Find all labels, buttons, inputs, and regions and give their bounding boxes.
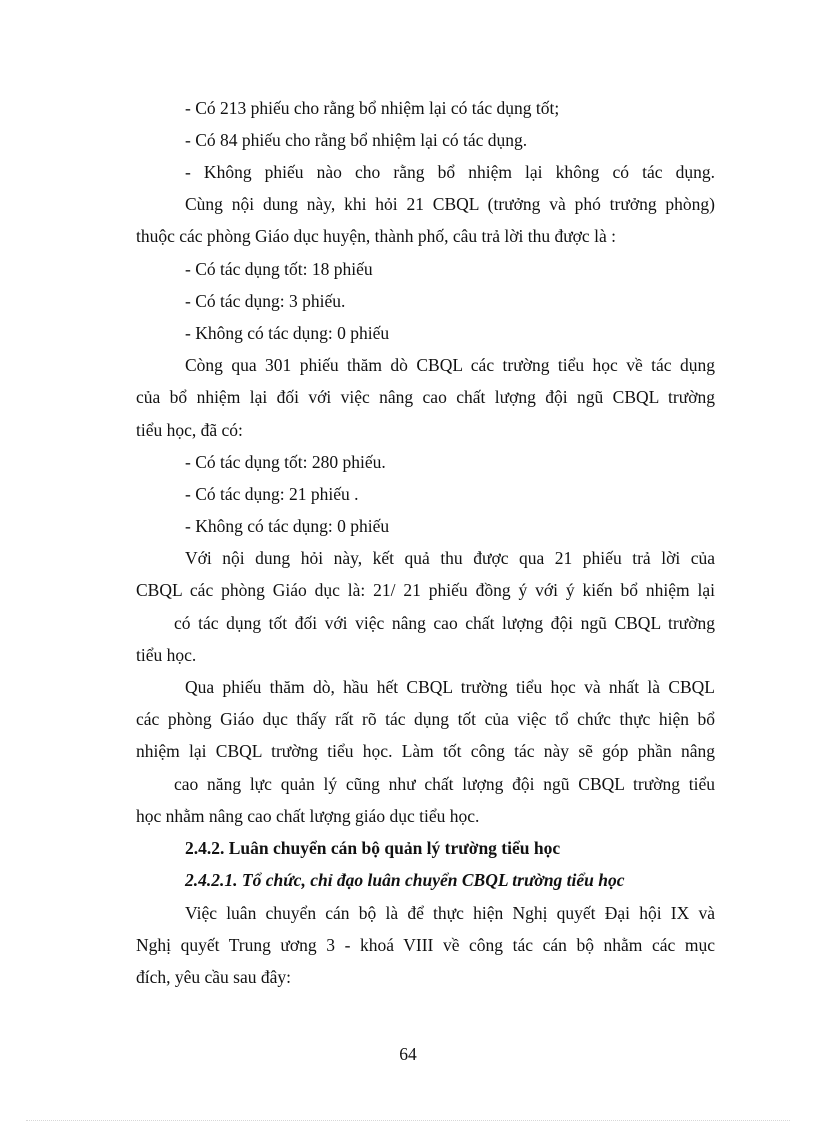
paragraph-line: Với nội dung hỏi này, kết quả thu được qua 21 phiếu trả lời của	[185, 548, 715, 568]
page-bottom-divider	[26, 1120, 790, 1121]
paragraph-line: của bổ nhiệm lại đối với việc nâng cao chất lượng đội ngũ CBQL trường	[136, 387, 715, 407]
paragraph-line: cao năng lực quản lý cũng như chất lượng đội ngũ CBQL trường tiểu	[174, 774, 715, 794]
paragraph-line: Nghị quyết Trung ương 3 - khoá VIII về công tác cán bộ nhằm các mục	[136, 935, 715, 955]
paragraph-line: nhiệm lại CBQL trường tiểu học. Làm tốt công tác này sẽ góp phần nâng	[136, 741, 715, 761]
bullet-line: - Có 213 phiếu cho rằng bổ nhiệm lại có tác dụng tốt;	[185, 98, 560, 118]
paragraph-line: có tác dụng tốt đối với việc nâng cao chất lượng đội ngũ CBQL trường	[174, 613, 715, 633]
paragraph-line: Còng qua 301 phiếu thăm dò CBQL các trường tiểu học về tác dụng	[185, 355, 715, 375]
bullet-line: - Không có tác dụng: 0 phiếu	[185, 516, 390, 536]
paragraph-line: các phòng Giáo dục thấy rất rõ tác dụng tốt của việc tổ chức thực hiện bổ	[136, 709, 715, 729]
bullet-line: - Có tác dụng tốt: 280 phiếu.	[185, 452, 386, 472]
bullet-line: - Có tác dụng: 3 phiếu.	[185, 291, 346, 311]
section-heading: 2.4.2. Luân chuyển cán bộ quản lý trường tiểu học	[185, 838, 561, 858]
bullet-line: - Không có tác dụng: 0 phiếu	[185, 323, 390, 343]
bullet-line: - Có 84 phiếu cho rằng bổ nhiệm lại có tác dụng.	[185, 130, 528, 150]
paragraph-line: đích, yêu cầu sau đây:	[136, 967, 292, 987]
paragraph-line: học nhằm nâng cao chất lượng giáo dục tiểu học.	[136, 806, 480, 826]
paragraph-line: tiểu học.	[136, 645, 197, 665]
paragraph-line: CBQL các phòng Giáo dục là: 21/ 21 phiếu đồng ý với ý kiến bổ nhiệm lại	[136, 580, 715, 600]
paragraph-line: Cùng nội dung này, khi hỏi 21 CBQL (trưởng và phó trưởng phòng)	[185, 194, 715, 214]
paragraph-line: Việc luân chuyển cán bộ là để thực hiện Nghị quyết Đại hội IX và	[185, 903, 715, 923]
bullet-line: - Có tác dụng: 21 phiếu .	[185, 484, 359, 504]
paragraph-line: thuộc các phòng Giáo dục huyện, thành phố, câu trả lời thu được là :	[136, 226, 616, 246]
subsection-heading: 2.4.2.1. Tổ chức, chỉ đạo luân chuyển CBQL trường tiểu học	[185, 870, 625, 890]
bullet-line: - Không phiếu nào cho rằng bổ nhiệm lại không có tác dụng.	[185, 162, 715, 182]
bullet-line: - Có tác dụng tốt: 18 phiếu	[185, 259, 373, 279]
page-number: 64	[399, 1044, 417, 1064]
paragraph-line: tiểu học, đã có:	[136, 420, 243, 440]
paragraph-line: Qua phiếu thăm dò, hầu hết CBQL trường tiểu học và nhất là CBQL	[185, 677, 715, 697]
